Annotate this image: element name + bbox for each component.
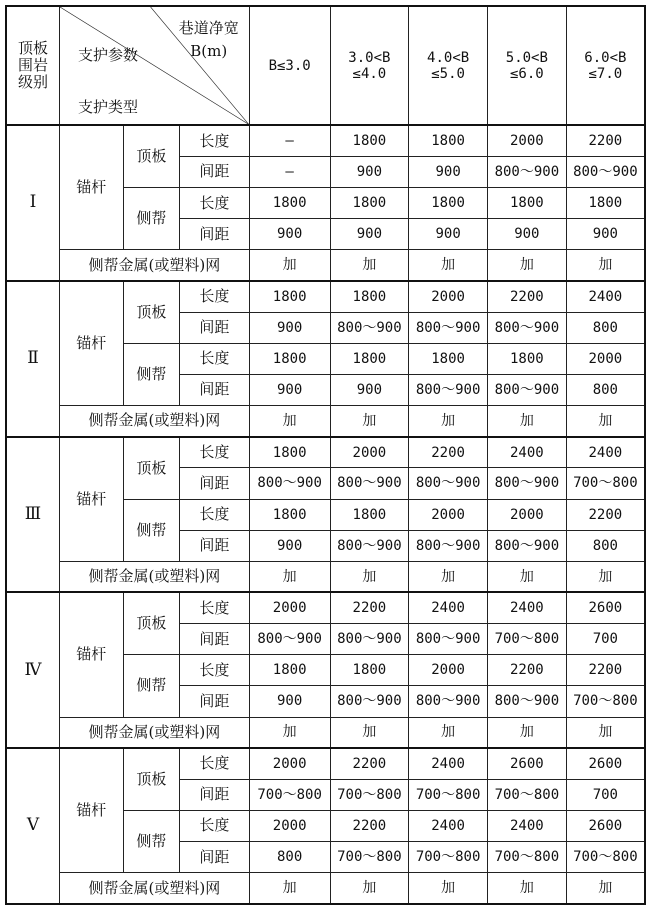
value-cell: 700～800 [487, 842, 566, 873]
value-cell: 700～800 [566, 468, 645, 499]
spacing-label: 间距 [180, 375, 250, 406]
value-cell: 2000 [249, 592, 330, 623]
length-label: 长度 [180, 437, 250, 468]
width-range-5 [566, 6, 645, 125]
table-row [6, 250, 645, 281]
net-label: 侧帮金属(或塑料)网 [60, 561, 250, 592]
value-cell: 加 [409, 561, 488, 592]
value-cell: 700～800 [409, 842, 488, 873]
spacing-label: 间距 [180, 312, 250, 343]
table-row [6, 873, 645, 904]
value-cell: 800～900 [487, 312, 566, 343]
value-cell: 900 [330, 157, 409, 188]
width-range-3-line-2: ≤5.0 [431, 65, 465, 82]
value-cell: 2400 [487, 592, 566, 623]
value-cell: 900 [487, 219, 566, 250]
value-cell: 加 [330, 406, 409, 437]
table-row [6, 717, 645, 748]
value-cell: 1800 [249, 343, 330, 374]
value-cell: 800～900 [330, 686, 409, 717]
value-cell: 900 [249, 686, 330, 717]
length-label: 长度 [180, 748, 250, 779]
value-cell: 800～900 [487, 530, 566, 561]
side-label: 侧帮 [123, 810, 180, 872]
header-row [6, 6, 645, 125]
width-range-5-line-2: ≤7.0 [588, 65, 623, 82]
table-row [6, 592, 645, 623]
value-cell: 800～900 [409, 624, 488, 655]
value-cell: 1800 [330, 281, 409, 312]
support-parameter-table [5, 5, 646, 905]
value-cell: 800～900 [409, 375, 488, 406]
value-cell: 加 [566, 717, 645, 748]
value-cell: 加 [487, 873, 566, 904]
table-row [6, 437, 645, 468]
value-cell: 700～800 [487, 779, 566, 810]
value-cell: 800～900 [330, 530, 409, 561]
diagonal-corner-header [60, 6, 250, 125]
value-cell: 2200 [566, 125, 645, 156]
support-type-label: 支护类型 [78, 98, 139, 116]
anchor-label: 锚杆 [60, 125, 124, 250]
anchor-label: 锚杆 [60, 592, 124, 717]
value-cell: 1800 [409, 188, 488, 219]
value-cell: 2200 [566, 655, 645, 686]
value-cell: 800 [566, 530, 645, 561]
value-cell: 900 [249, 312, 330, 343]
value-cell: 700～800 [566, 686, 645, 717]
net-label: 侧帮金属(或塑料)网 [60, 406, 250, 437]
value-cell: 800～900 [409, 530, 488, 561]
value-cell: 加 [409, 250, 488, 281]
value-cell: 2200 [487, 281, 566, 312]
length-label: 长度 [180, 281, 250, 312]
value-cell: 2400 [566, 281, 645, 312]
value-cell: 1800 [566, 188, 645, 219]
value-cell: 加 [330, 561, 409, 592]
side-label: 侧帮 [123, 655, 180, 717]
spacing-label: 间距 [180, 779, 250, 810]
value-cell: 2000 [330, 437, 409, 468]
roof-label: 顶板 [123, 125, 180, 187]
value-cell: 900 [330, 375, 409, 406]
value-cell: 1800 [330, 499, 409, 530]
grade-cell: Ⅱ [6, 281, 60, 437]
table-row [6, 748, 645, 779]
value-cell: 800 [249, 842, 330, 873]
value-cell: 1800 [330, 343, 409, 374]
rock-level-header-line-2: 围岩 [17, 56, 48, 75]
value-cell: 800～900 [487, 468, 566, 499]
value-cell: 900 [566, 219, 645, 250]
table-row [6, 406, 645, 437]
value-cell: 2200 [330, 810, 409, 841]
anchor-label: 锚杆 [60, 437, 124, 562]
table-row [6, 125, 645, 156]
grade-cell: Ⅴ [6, 748, 60, 904]
side-label: 侧帮 [123, 188, 180, 250]
value-cell: 2400 [409, 592, 488, 623]
grade-cell: Ⅰ [6, 125, 60, 281]
value-cell: 800～900 [409, 312, 488, 343]
roof-label: 顶板 [123, 592, 180, 654]
length-label: 长度 [180, 592, 250, 623]
value-cell: 加 [409, 717, 488, 748]
value-cell: 2600 [566, 592, 645, 623]
value-cell: 800～900 [487, 375, 566, 406]
value-cell: 1800 [487, 343, 566, 374]
value-cell: 800～900 [487, 686, 566, 717]
value-cell: 2200 [330, 748, 409, 779]
value-cell: 800～900 [409, 468, 488, 499]
net-label: 侧帮金属(或塑料)网 [60, 873, 250, 904]
width-range-2-line-1: 3.0<B [348, 49, 391, 66]
value-cell: 加 [487, 250, 566, 281]
value-cell: 2000 [487, 499, 566, 530]
side-label: 侧帮 [123, 499, 180, 561]
value-cell: 1800 [330, 655, 409, 686]
value-cell: 1800 [330, 188, 409, 219]
value-cell: 2200 [566, 499, 645, 530]
value-cell: — [249, 125, 330, 156]
value-cell: 加 [566, 250, 645, 281]
value-cell: 900 [249, 530, 330, 561]
value-cell: 加 [249, 873, 330, 904]
value-cell: 2400 [487, 810, 566, 841]
value-cell: 1800 [249, 499, 330, 530]
value-cell: 700 [566, 779, 645, 810]
value-cell: 2000 [409, 281, 488, 312]
value-cell: 1800 [249, 281, 330, 312]
value-cell: 2200 [487, 655, 566, 686]
value-cell: 800～900 [487, 157, 566, 188]
value-cell: 加 [330, 873, 409, 904]
value-cell: 2200 [409, 437, 488, 468]
length-label: 长度 [180, 655, 250, 686]
roadway-width-unit: B(m) [190, 41, 228, 60]
value-cell: 800～900 [330, 312, 409, 343]
value-cell: 加 [566, 561, 645, 592]
value-cell: 900 [409, 157, 488, 188]
value-cell: 2000 [566, 343, 645, 374]
value-cell: 2400 [566, 437, 645, 468]
rock-level-header-line-3: 级别 [17, 73, 48, 92]
width-range-4-line-2: ≤6.0 [509, 65, 544, 82]
value-cell: 2000 [409, 499, 488, 530]
value-cell: 2000 [249, 810, 330, 841]
value-cell: 800 [566, 375, 645, 406]
spacing-label: 间距 [180, 468, 250, 499]
value-cell: 700～800 [409, 779, 488, 810]
value-cell: 800～900 [249, 468, 330, 499]
value-cell: 1800 [249, 188, 330, 219]
value-cell: 1800 [249, 437, 330, 468]
width-range-2 [330, 6, 409, 125]
value-cell: 1800 [487, 188, 566, 219]
value-cell: 1800 [409, 125, 488, 156]
length-label: 长度 [180, 810, 250, 841]
value-cell: 900 [330, 219, 409, 250]
grade-cell: Ⅲ [6, 437, 60, 593]
anchor-label: 锚杆 [60, 281, 124, 406]
width-range-3-line-1: 4.0<B [427, 49, 470, 66]
spacing-label: 间距 [180, 219, 250, 250]
value-cell: 2000 [409, 655, 488, 686]
length-label: 长度 [180, 188, 250, 219]
value-cell: 800～900 [330, 624, 409, 655]
value-cell: 900 [249, 219, 330, 250]
length-label: 长度 [180, 499, 250, 530]
roof-label: 顶板 [123, 437, 180, 499]
value-cell: 800 [566, 312, 645, 343]
spacing-label: 间距 [180, 530, 250, 561]
width-range-3 [409, 6, 488, 125]
table-row [6, 281, 645, 312]
length-label: 长度 [180, 125, 250, 156]
value-cell: 700 [566, 624, 645, 655]
value-cell: 加 [249, 717, 330, 748]
value-cell: 1800 [330, 125, 409, 156]
value-cell: 700～800 [566, 842, 645, 873]
value-cell: 加 [249, 561, 330, 592]
value-cell: 加 [487, 406, 566, 437]
width-range-1 [249, 6, 330, 125]
net-label: 侧帮金属(或塑料)网 [60, 250, 250, 281]
value-cell: 2000 [249, 748, 330, 779]
roadway-width-label [179, 17, 239, 62]
value-cell: 700～800 [330, 842, 409, 873]
roadway-width-title: 巷道净宽 [178, 19, 239, 37]
value-cell: 加 [566, 406, 645, 437]
grade-cell: Ⅳ [6, 592, 60, 748]
spacing-label: 间距 [180, 842, 250, 873]
value-cell: 加 [409, 873, 488, 904]
value-cell: 2600 [566, 748, 645, 779]
value-cell: 1800 [249, 655, 330, 686]
value-cell: 800～900 [249, 624, 330, 655]
support-param-label: 支护参数 [78, 46, 139, 64]
length-label: 长度 [180, 343, 250, 374]
value-cell: 加 [249, 250, 330, 281]
value-cell: 加 [487, 717, 566, 748]
value-cell: — [249, 157, 330, 188]
value-cell: 2000 [487, 125, 566, 156]
value-cell: 加 [249, 406, 330, 437]
value-cell: 2400 [409, 810, 488, 841]
value-cell: 加 [487, 561, 566, 592]
roof-label: 顶板 [123, 281, 180, 343]
value-cell: 加 [566, 873, 645, 904]
value-cell: 900 [249, 375, 330, 406]
value-cell: 2400 [487, 437, 566, 468]
value-cell: 2600 [487, 748, 566, 779]
side-label: 侧帮 [123, 343, 180, 405]
value-cell: 800～900 [409, 686, 488, 717]
width-range-4 [487, 6, 566, 125]
value-cell: 800～900 [566, 157, 645, 188]
width-range-5-line-1: 6.0<B [584, 49, 627, 66]
value-cell: 加 [330, 250, 409, 281]
value-cell: 900 [409, 219, 488, 250]
rock-level-header [6, 6, 60, 125]
width-range-1-text: B≤3.0 [268, 57, 311, 74]
value-cell: 2600 [566, 810, 645, 841]
value-cell: 700～800 [487, 624, 566, 655]
roof-label: 顶板 [123, 748, 180, 810]
value-cell: 1800 [409, 343, 488, 374]
table-row [6, 561, 645, 592]
width-range-4-line-1: 5.0<B [505, 49, 548, 66]
spacing-label: 间距 [180, 157, 250, 188]
value-cell: 加 [330, 717, 409, 748]
width-range-2-line-2: ≤4.0 [352, 65, 387, 82]
spacing-label: 间距 [180, 624, 250, 655]
value-cell: 2200 [330, 592, 409, 623]
anchor-label: 锚杆 [60, 748, 124, 873]
value-cell: 800～900 [330, 468, 409, 499]
rock-level-header-line-1: 顶板 [17, 38, 48, 57]
spacing-label: 间距 [180, 686, 250, 717]
value-cell: 2400 [409, 748, 488, 779]
value-cell: 700～800 [249, 779, 330, 810]
value-cell: 700～800 [330, 779, 409, 810]
net-label: 侧帮金属(或塑料)网 [60, 717, 250, 748]
value-cell: 加 [409, 406, 488, 437]
